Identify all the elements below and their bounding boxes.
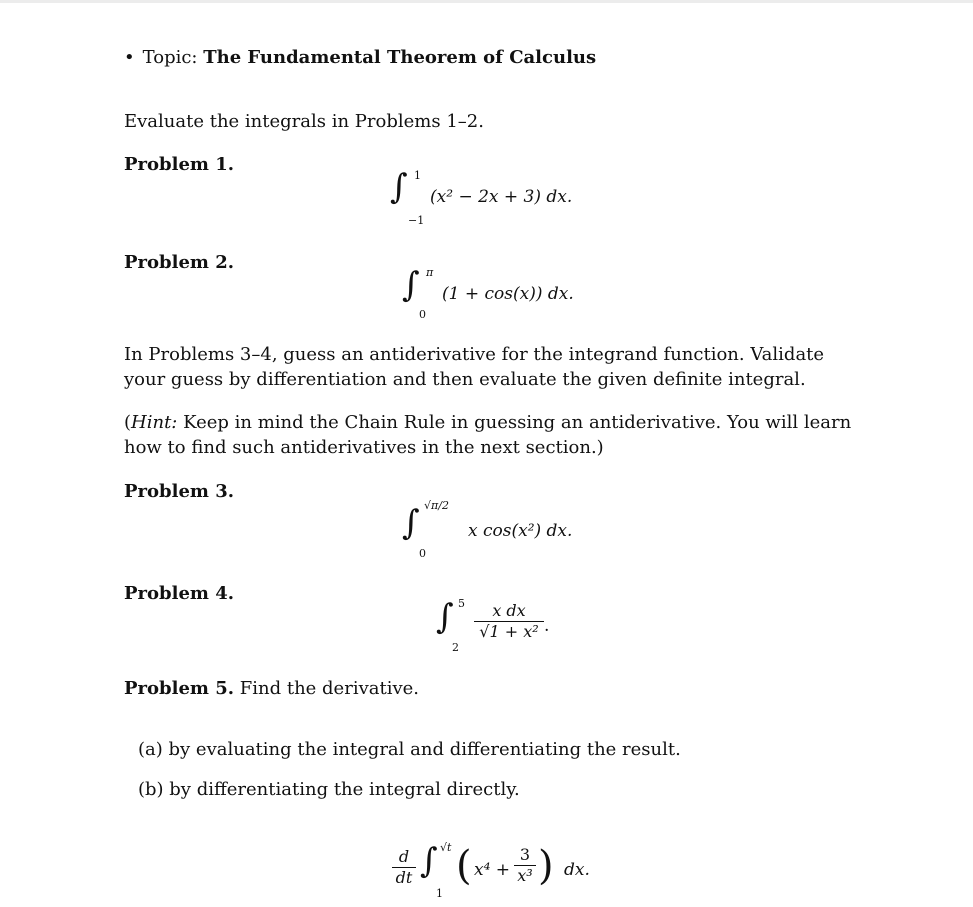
term-fraction [514,846,536,885]
problem-5-expression [392,840,612,904]
upper-limit: √π/2 [424,499,449,512]
problem-1-label: Problem 1. [124,154,235,175]
lower-limit: 0 [419,308,426,321]
hint-label: Hint: [131,412,178,433]
problem-4-integral [436,594,596,658]
problem-3-label: Problem 3. [124,481,235,502]
d-denominator: dt [395,868,413,887]
integral-sign: ∫ [402,503,420,543]
hint-open: ( [124,412,132,433]
intro-problems-3-4: In Problems 3–4, guess an antiderivative for the integrand function. Validate your guess by differentiation and then evaluate the given definite integral. [124,344,825,390]
problem-5-text: Find the derivative. [239,678,420,699]
upper-limit: 5 [458,597,465,610]
right-paren: ) [538,843,554,889]
lower-limit: −1 [408,214,425,227]
upper-limit: π [426,266,434,279]
upper-limit: 1 [414,169,421,182]
problem-1-integral [390,168,610,228]
denominator: x³ [517,866,533,885]
integrand: (x² − 2x + 3) dx. [430,187,573,207]
intro-problems-1-2: Evaluate the integrals in Problems 1–2. [124,111,484,132]
integral-sign: ∫ [420,841,438,881]
integral-sign: ∫ [402,265,420,305]
bullet: • [124,47,135,68]
topic-title: The Fundamental Theorem of Calculus [203,47,597,68]
term-x4: x⁴ + [474,860,511,880]
problem-5-line [124,677,419,701]
denominator: √1 + x² [479,622,539,641]
part-a: (a) by evaluating the integral and differentiating the result. [138,739,681,760]
hint-text: Keep in mind the Chain Rule in guessing an antiderivative. You will learn how to find such antiderivatives in the next section.) [124,412,852,458]
topic-label: Topic: [142,47,198,68]
upper-limit: √t [440,841,452,854]
topic-line [124,46,596,70]
integral-sign: ∫ [390,167,408,207]
derivative-operator [392,848,416,887]
problem-3-integral [402,496,622,560]
problem-5-label: Problem 5. [124,678,235,699]
page-top-border [0,0,973,3]
part-b: (b) by differentiating the integral directly. [138,779,520,800]
hint-paragraph [124,410,864,460]
dx: dx. [564,860,590,880]
integral-sign: ∫ [436,597,454,637]
d-numerator: d [398,847,410,866]
lower-limit: 2 [452,641,459,654]
problem-2-label: Problem 2. [124,252,235,273]
problem-4-label: Problem 4. [124,583,235,604]
integrand-fraction [474,602,544,641]
left-paren: ( [456,843,472,889]
lower-limit: 0 [419,547,426,560]
integrand: (1 + cos(x)) dx. [442,284,574,304]
period: . [544,616,550,636]
lower-limit: 1 [436,887,443,900]
problem-2-integral [402,264,622,324]
integrand: x cos(x²) dx. [468,521,573,541]
numerator: x dx [492,601,526,620]
numerator: 3 [519,845,531,864]
